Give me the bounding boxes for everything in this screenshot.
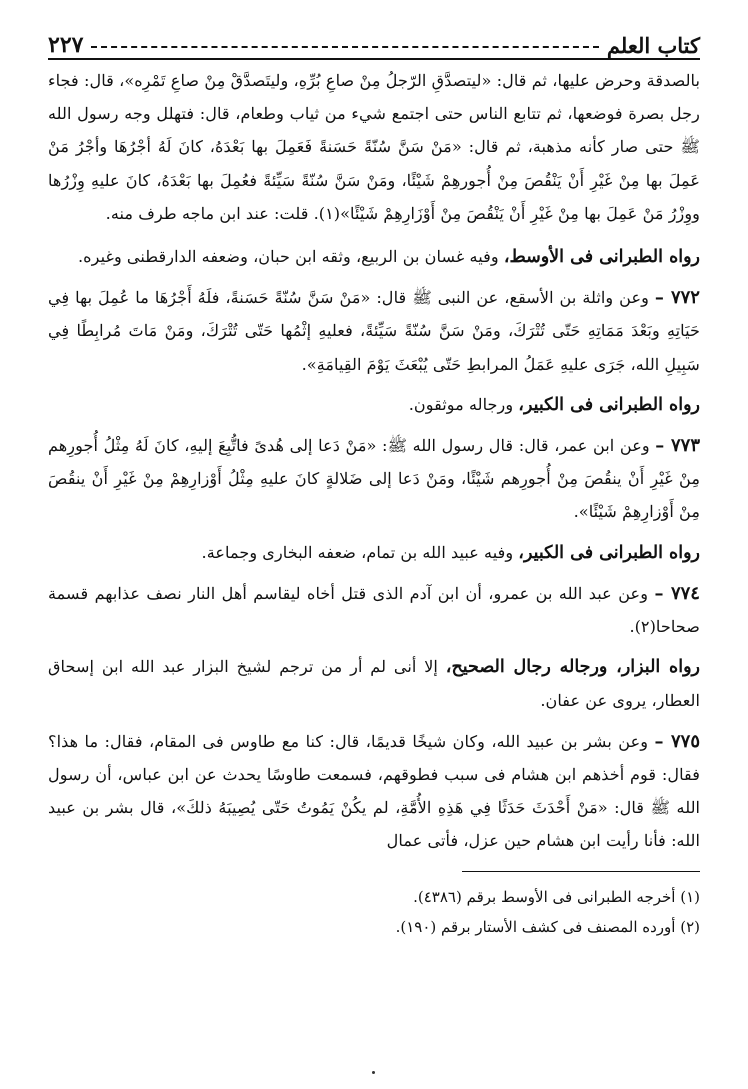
paragraph-text: وفيه غسان بن الربيع، وثقه ابن حبان، وضعفه الدارقطنى وغيره. — [78, 247, 504, 267]
source-paragraph — [48, 536, 700, 570]
footnote-separator — [462, 871, 700, 872]
source-citation: رواه الطبرانى فى الكبير، — [518, 394, 700, 415]
source-citation: رواه الطبرانى فى الكبير، — [518, 542, 700, 563]
footnote: (٢) أورده المصنف فى كشف الأستار برقم (١٩٠). — [395, 918, 700, 937]
source-citation: رواه البزار، ورجاله رجال الصحيح، — [445, 657, 700, 678]
source-paragraph — [48, 388, 700, 422]
hadith-775 — [48, 725, 700, 858]
hadith-772 — [48, 281, 700, 381]
book-title: كتاب العلم — [606, 33, 700, 58]
hadith-text: وعن عبد الله بن عمرو، أن ابن آدم الذى قتل أخاه ليقاسم أهل النار نصف عذابهم قسمة صحاحا(٢). — [48, 583, 700, 637]
header-rule — [91, 46, 598, 48]
source-citation: رواه الطبرانى فى الأوسط، — [503, 247, 700, 268]
print-mark — [372, 1071, 375, 1074]
hadith-text: وعن بشر بن عبيد الله، وكان شيخًا قديمًا، قال: كنا مع طاوس فى المقام، فقال: ما هذا؟ فقال: قوم أخذهم ابن هشام فى سبب فطوقهم، فسمعت طاوسًا يحدث عن ابن عباس، أن رسول الله ﷺ قال: «مَنْ أَحْدَثَ حَدَثًا فِي هَذِهِ الأُمَّةِ، لم يكُنْ يَمُوتُ حَتّى يُصِيبَهُ ذلكَ»، قال بشر بن عبيد الله: فأنا رأيت ابن هشام حين عزل، فأتى عمال — [48, 731, 700, 851]
hadith-number: ٧٧٢ – — [654, 287, 700, 309]
paragraph-text: ورجاله موثقون. — [408, 394, 519, 414]
hadith-number: ٧٧٤ – — [654, 582, 700, 604]
hadith-number: ٧٧٥ – — [654, 730, 700, 752]
hadith-number: ٧٧٣ – — [655, 435, 700, 457]
hadith-774 — [48, 577, 700, 643]
page-number: ٢٢٧ — [48, 32, 84, 58]
hadith-text: وعن واثلة بن الأسقع، عن النبى ﷺ قال: «مَنْ سَنَّ سُنّةً حَسَنةً، فلَهُ أَجْرُهَا ما عُمِلَ بها فِي حَيَاتِهِ وبَعْدَ مَمَاتِهِ حَتّى تُتْرَكَ، ومَنْ سَنَّ سُنّةً سَيِّئةً، فعليهِ إثْمُها حَتّى تُتْرَكَ، ومَنْ مَاتَ مُرابِطًا فِي سَبِيلِ الله، جَرَى عليهِ عَمَلُ المرابطِ حَتّى يُبْعَثَ يَوْمَ القِيامَةِ». — [48, 288, 700, 374]
running-header — [48, 26, 700, 60]
source-paragraph — [48, 240, 700, 274]
paragraph-text: إلا أنى لم أر من ترجم لشيخ البزار عبد الله ابن إسحاق العطار، يروى عن عفان. — [48, 657, 700, 711]
hadith-773 — [48, 429, 700, 529]
paragraph-text: وفيه عبيد الله بن تمام، ضعفه البخارى وجماعة. — [201, 542, 519, 562]
footnote: (١) أخرجه الطبرانى فى الأوسط برقم (٤٣٨٦). — [413, 888, 700, 907]
continuation-paragraph — [48, 64, 700, 230]
source-paragraph — [48, 650, 700, 717]
paragraph-text: بالصدقة وحرض عليها، ثم قال: «ليتصدَّقِ الرّجلُ مِنْ صاعِ بُرِّهِ، وليتَصدَّقْ مِنْ صاعِ تَمْرِه»، قال: فجاء رجل بصرة فوضعها، ثم تتابع الناس حتى اجتمع شيء من ثياب وطعام، قال: فتهلل وجه رسول الله ﷺ حتى صار كأنه مذهبة، ثم قال: «مَنْ سَنَّ سُنّةً حَسَنةً فَعَمِلَ بها بَعْدَهُ، كانَ لَهُ أجْرُهَا وأجْرُ مَنْ عَمِلَ بها مِنْ غَيْرِ أَنْ يَنْقُصَ مِنْ أُجورهِمْ شَيْئًا، ومَنْ سَنَّ سُنّةً سَيِّئةً فعُمِلَ بها بَعْدَهُ، كانَ عليهِ وِزْرُها ووِزْرُ مَنْ عَمِلَ بها مِنْ غَيْرِ أَنْ يَنْقُصَ مِنْ أَوْزَارِهِمْ شَيْئًا»(١). قلت: عند ابن ماجه طرف منه. — [48, 71, 700, 223]
hadith-text: وعن ابن عمر، قال: قال رسول الله ﷺ: «مَنْ دَعا إلى هُدىً فاتُّبِعَ إليهِ، كانَ لَهُ مِثْلُ أُجورِهم مِنْ غَيْرِ أَنْ ينقُصَ مِنْ أُجورِهم شَيْئًا، ومَنْ دَعا إلى ضَلالةٍ كانَ عليهِ مِثْلُ أَوْزارِهِمْ مِنْ غَيْرِ أَنْ ينقُصَ مِنْ أَوْزارِهِمْ شَيْئًا». — [48, 436, 700, 522]
page — [48, 26, 700, 942]
